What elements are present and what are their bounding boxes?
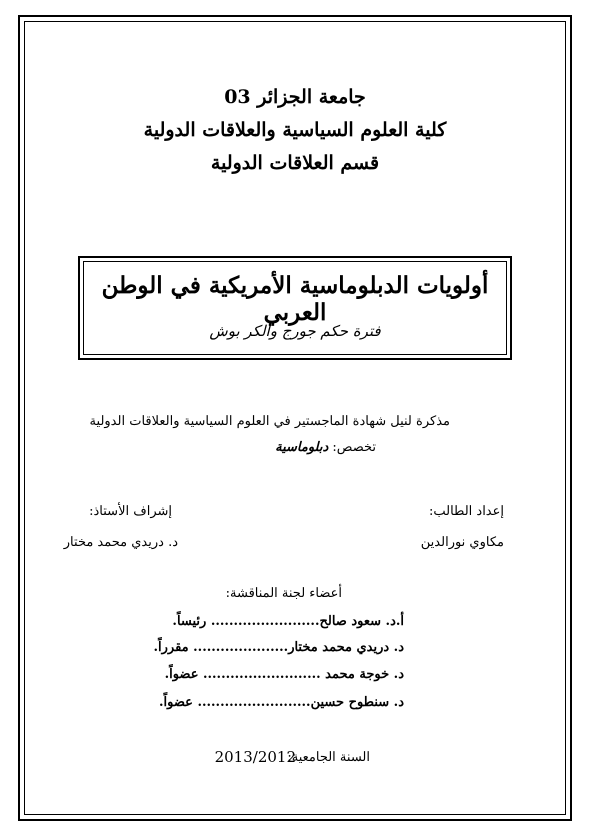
academic-year-label: السنة الجامعية: xyxy=(287,750,370,765)
specialization xyxy=(275,440,376,455)
thesis-title: أولويات الدبلوماسية الأمريكية في الوطن العربي xyxy=(101,272,489,326)
supervisor-name: د. دريدي محمد مختار xyxy=(63,535,178,550)
specialization-label: تخصص: xyxy=(332,440,376,455)
memo-purpose: مذكرة لنيل شهادة الماجستير في العلوم السياسية والعلاقات الدولية xyxy=(89,414,450,429)
committee-member: د. خوجة محمد .......................... عضواً. xyxy=(164,667,404,682)
student-name: مكاوي نورالدين xyxy=(420,535,504,550)
department-name: قسم العلاقات الدولية xyxy=(210,152,380,174)
specialization-value: دبلوماسية xyxy=(275,440,329,455)
thesis-subtitle: فترة حكم جورج والكر بوش xyxy=(209,322,381,340)
university-name: جامعة الجزائر 03 xyxy=(224,86,366,108)
supervisor-label: إشراف الأستاذ: xyxy=(89,504,172,519)
committee-member: أ.د. سعود صالح........................ رئيساً. xyxy=(172,614,404,629)
faculty-name: كلية العلوم السياسية والعلاقات الدولية xyxy=(143,119,447,141)
committee-member: د. دريدي محمد مختار..................... مقرراً. xyxy=(153,640,404,655)
academic-year-value: 2013/2012 xyxy=(214,748,296,766)
committee-label: أعضاء لجنة المناقشة: xyxy=(225,586,342,601)
committee-member: د. سنطوح حسين......................... عضواً. xyxy=(159,695,404,710)
prepared-by-label: إعداد الطالب: xyxy=(428,504,504,519)
